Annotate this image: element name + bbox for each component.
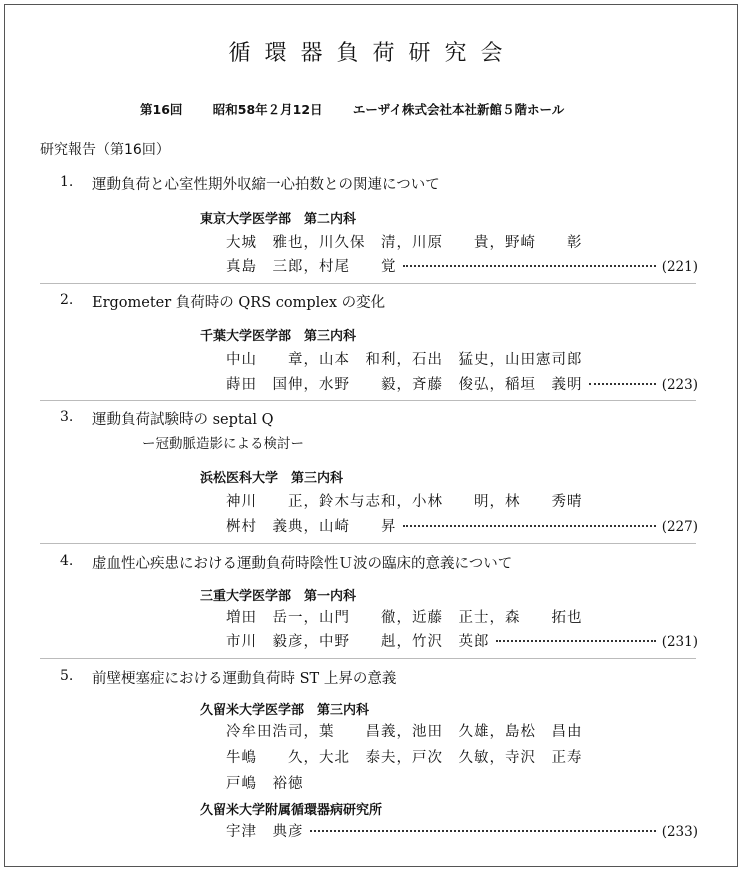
authors-line: 宇津 典彦	[226, 824, 304, 840]
session-number: 第16回	[140, 102, 183, 117]
leader-dots	[496, 630, 656, 642]
leader-dots	[589, 373, 656, 385]
page-number: (233)	[661, 824, 698, 840]
leader-dots	[310, 820, 656, 832]
report-number: 5.	[60, 668, 74, 684]
divider	[40, 283, 696, 284]
page-title: 循環器負荷研究会	[228, 41, 517, 66]
divider	[40, 543, 696, 544]
authors-line: 蒔田 国伸，水野 毅，斉藤 俊弘，稲垣 義明	[226, 377, 583, 393]
institution: 久留米大学医学部 第三内科	[200, 703, 370, 718]
authors-line: 大城 雅也，川久保 清，川原 貴，野崎 彰	[226, 235, 583, 251]
report-title: 運動負荷と心室性期外収縮一心拍数との関連について	[92, 177, 440, 193]
report-title: 前壁梗塞症における運動負荷時 ST 上昇の意義	[92, 671, 397, 687]
meeting-info	[140, 100, 590, 118]
report-title: 虚血性心疾患における運動負荷時陰性Ｕ波の臨床的意義について	[92, 556, 513, 572]
page-number: (231)	[661, 634, 698, 650]
divider	[40, 658, 696, 659]
authors-last-line	[226, 373, 698, 394]
authors-last-line	[226, 630, 698, 651]
authors-line: 冷牟田浩司，葉 昌義，池田 久雄，島松 昌由	[226, 724, 583, 740]
authors-last-line	[226, 820, 698, 841]
report-number: 4.	[60, 553, 74, 569]
institution: 浜松医科大学 第三内科	[200, 471, 344, 486]
meeting-venue: エーザイ株式会社本社新館５階ホール	[352, 102, 565, 117]
authors-line: 神川 正，鈴木与志和，小林 明，林 秀晴	[226, 494, 583, 510]
institution: 千葉大学医学部 第三内科	[200, 329, 357, 344]
authors-last-line	[226, 255, 698, 276]
report-number: 2.	[60, 292, 74, 308]
authors-line: 増田 岳一，山門 徹，近藤 正士，森 拓也	[226, 610, 583, 626]
report-subtitle: ー冠動脈造影による検討ー	[142, 436, 304, 452]
institution: 久留米大学附属循環器病研究所	[200, 803, 383, 818]
institution: 三重大学医学部 第一内科	[200, 589, 357, 604]
meeting-date: 昭和58年２月12日	[212, 102, 323, 117]
report-title: Ergometer 負荷時の QRS complex の変化	[92, 295, 386, 311]
authors-last-line	[226, 515, 698, 536]
leader-dots	[403, 515, 656, 527]
authors-line: 真島 三郎，村尾 覚	[226, 259, 397, 275]
report-number: 3.	[60, 409, 74, 425]
divider	[40, 400, 696, 401]
page-number: (227)	[661, 519, 698, 535]
leader-dots	[403, 255, 656, 267]
report-title: 運動負荷試験時の septal Q	[92, 412, 274, 428]
authors-line: 市川 毅彦，中野 赳，竹沢 英郎	[226, 634, 490, 650]
authors-line: 中山 章，山本 和利，石出 猛史，山田憲司郎	[226, 352, 583, 368]
institution: 東京大学医学部 第二内科	[200, 212, 357, 227]
authors-line: 牛嶋 久，大北 泰夫，戸次 久敏，寺沢 正寿	[226, 750, 583, 766]
page-number: (223)	[661, 377, 698, 393]
authors-line: 桝村 義典，山崎 昇	[226, 519, 397, 535]
report-number: 1.	[60, 174, 74, 190]
section-heading: 研究報告（第16回）	[40, 142, 170, 158]
page-number: (221)	[661, 259, 698, 275]
authors-line: 戸嶋 裕徳	[226, 776, 304, 792]
